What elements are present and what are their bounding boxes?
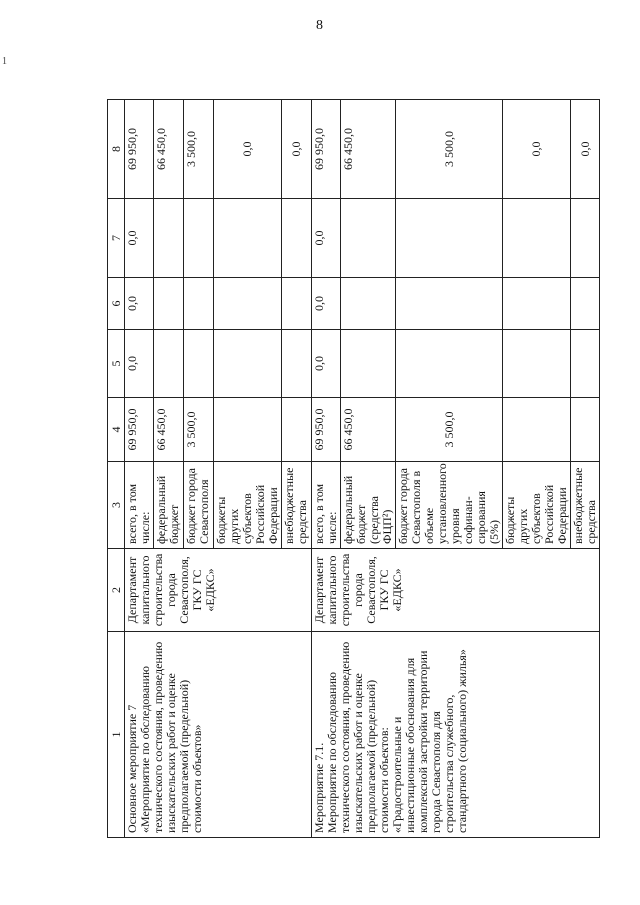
- total-cell: 0,0: [214, 100, 282, 199]
- total-cell: 0,0: [503, 100, 571, 199]
- total-cell: 0,0: [571, 100, 600, 199]
- value-cell: [341, 199, 396, 278]
- value-cell: [571, 278, 600, 330]
- value-cell: [396, 199, 503, 278]
- col-header-8: 8: [108, 100, 125, 199]
- value-cell: [341, 278, 396, 330]
- total-cell: 0,0: [282, 100, 312, 199]
- value-cell: [503, 278, 571, 330]
- source-cell: внебюджетные средства: [571, 462, 600, 549]
- value-cell: [282, 199, 312, 278]
- event-name-cell: Мероприятие 7.1. Мероприятие по обследованию технического состояния, проведению изыскательских работ и оценке предполагаемой (предельной) стоимости объектов: «Градостроительные и инвестиционные обоснования для комплексной застройки территории города Севастополя для строительства служебного, стандартного (социального) жилья»: [312, 632, 600, 838]
- col-header-4: 4: [108, 398, 125, 462]
- header-row: [108, 100, 125, 838]
- total-cell: 66 450,0: [341, 100, 396, 199]
- value-cell: [571, 199, 600, 278]
- source-cell: всего, в том числе:: [125, 462, 154, 549]
- source-cell: федеральный бюджет: [154, 462, 184, 549]
- table-row: [125, 100, 154, 838]
- value-cell: [282, 330, 312, 398]
- source-cell: бюджет города Севастополя: [184, 462, 214, 549]
- value-cell: 3 500,0: [184, 398, 214, 462]
- col-header-7: 7: [108, 199, 125, 278]
- col-header-2: 2: [108, 549, 125, 632]
- event-name-cell: Основное мероприятие 7 «Мероприятие по обследованию технического состояния, проведению изыскательских работ и оценке предполагаемой (предельной) стоимости объектов»: [125, 632, 312, 838]
- financing-table: [107, 99, 600, 838]
- total-cell: 69 950,0: [125, 100, 154, 199]
- source-cell: бюджеты других субъектов Российской Федерации: [214, 462, 282, 549]
- value-cell: [341, 330, 396, 398]
- value-cell: [503, 199, 571, 278]
- source-cell: бюджет города Севастополя в объеме установленного уровня софинан-сирования (5%): [396, 462, 503, 549]
- executor-cell: Департамент капитального строительства города Севастополя, ГКУ ГС «ЕДКС»: [312, 549, 600, 632]
- value-cell: 3 500,0: [396, 398, 503, 462]
- total-cell: 3 500,0: [396, 100, 503, 199]
- total-cell: 69 950,0: [312, 100, 341, 199]
- value-cell: [282, 398, 312, 462]
- source-cell: федеральный бюджет (средства ФЦП²): [341, 462, 396, 549]
- value-cell: 0,0: [312, 278, 341, 330]
- col-header-3: 3: [108, 462, 125, 549]
- value-cell: [571, 398, 600, 462]
- rotated-table-container: [107, 100, 598, 838]
- value-cell: [184, 278, 214, 330]
- total-cell: 3 500,0: [184, 100, 214, 199]
- value-cell: [154, 278, 184, 330]
- value-cell: [184, 330, 214, 398]
- value-cell: [184, 199, 214, 278]
- margin-mark: 1: [2, 56, 7, 67]
- value-cell: [396, 330, 503, 398]
- value-cell: [571, 330, 600, 398]
- value-cell: [154, 330, 184, 398]
- value-cell: [396, 278, 503, 330]
- source-cell: бюджеты других субъектов Российской Федерации: [503, 462, 571, 549]
- value-cell: [214, 330, 282, 398]
- value-cell: 0,0: [312, 330, 341, 398]
- col-header-5: 5: [108, 330, 125, 398]
- value-cell: 0,0: [125, 199, 154, 278]
- table-row: [312, 100, 341, 838]
- source-cell: всего, в том числе:: [312, 462, 341, 549]
- value-cell: [282, 278, 312, 330]
- executor-cell: Департамент капитального строительства города Севастополя, ГКУ ГС «ЕДКС»: [125, 549, 312, 632]
- col-header-6: 6: [108, 278, 125, 330]
- page-number: 8: [316, 18, 323, 33]
- source-cell: внебюджетные средства: [282, 462, 312, 549]
- value-cell: [503, 398, 571, 462]
- value-cell: 0,0: [125, 278, 154, 330]
- value-cell: [503, 330, 571, 398]
- value-cell: [214, 199, 282, 278]
- total-cell: 66 450,0: [154, 100, 184, 199]
- value-cell: 66 450,0: [341, 398, 396, 462]
- col-header-1: 1: [108, 632, 125, 838]
- value-cell: [214, 278, 282, 330]
- value-cell: 69 950,0: [312, 398, 341, 462]
- value-cell: [154, 199, 184, 278]
- value-cell: 0,0: [125, 330, 154, 398]
- value-cell: [214, 398, 282, 462]
- value-cell: 66 450,0: [154, 398, 184, 462]
- value-cell: 69 950,0: [125, 398, 154, 462]
- value-cell: 0,0: [312, 199, 341, 278]
